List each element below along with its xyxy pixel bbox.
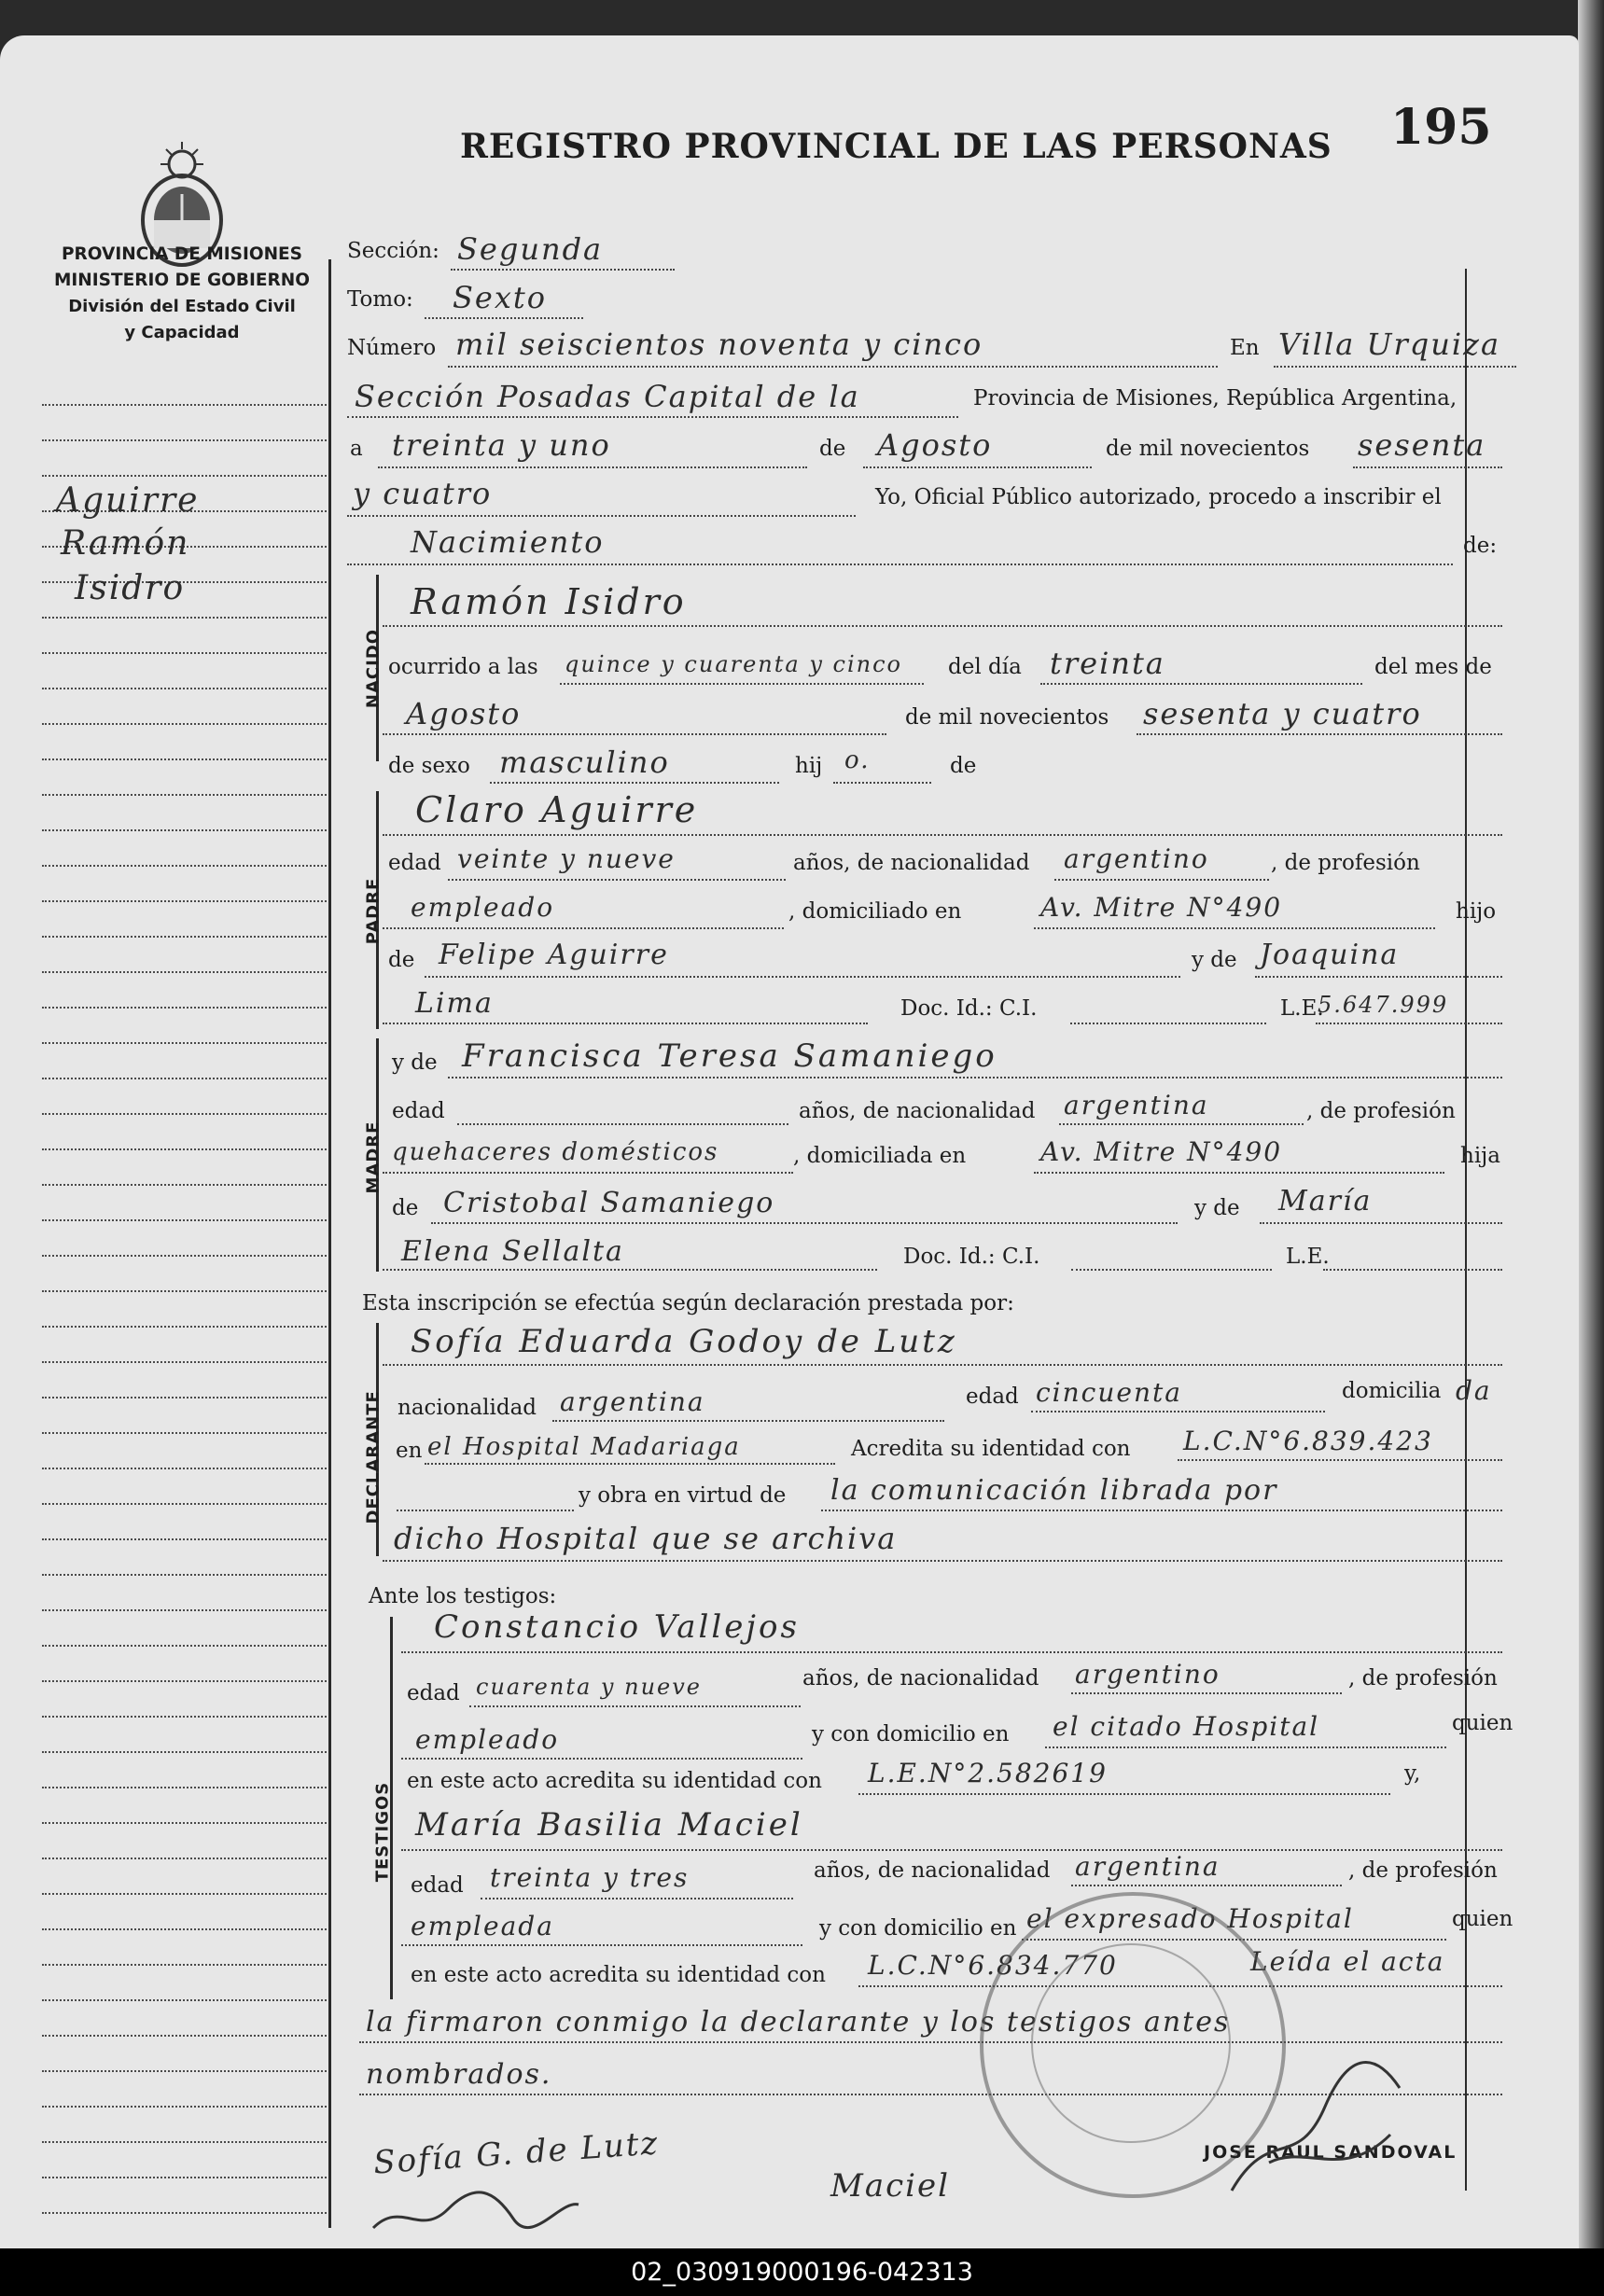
padre-le-value: 5.647.999	[1318, 992, 1449, 1018]
margin-rule-line	[42, 1928, 327, 1930]
t2-edad-label: edad	[411, 1873, 464, 1898]
t2-domicilio: el expresado Hospital	[1026, 1903, 1354, 1934]
madre-le-label: L.E.	[1286, 1245, 1330, 1269]
t2-dom-label: y con domicilio en	[819, 1916, 1017, 1941]
margin-rule-line	[42, 1361, 327, 1363]
margin-rule-line	[42, 2106, 327, 2108]
madre-yde2-label: y de	[1194, 1196, 1240, 1220]
padre-edad-label: edad	[388, 851, 441, 875]
madre-edad-label: edad	[392, 1099, 445, 1123]
org-ministry: MINISTERIO DE GOBIERNO	[54, 271, 310, 290]
t2-documento: L.C.N°6.834.770	[868, 1950, 1118, 1981]
madre-doc-label: Doc. Id.: C.I.	[903, 1245, 1040, 1269]
margin-rule-line	[42, 758, 327, 760]
t2-acredita-label: en este acto acredita su identidad con	[411, 1963, 826, 1987]
padre-nacionalidad: argentino	[1064, 843, 1209, 874]
margin-rule-line	[42, 794, 327, 796]
margin-rule-line	[42, 475, 327, 477]
registry-title: REGISTRO PROVINCIAL DE LAS PERSONAS	[460, 127, 1332, 166]
madre-nacionalidad: argentina	[1064, 1090, 1209, 1120]
margin-rule-line	[42, 1858, 327, 1859]
padre-domicilio: Av. Mitre N°490	[1040, 892, 1283, 923]
oficial-signature	[1213, 2032, 1418, 2209]
t2-prof-label: , de profesión	[1348, 1858, 1498, 1883]
testigo1-nombre: Constancio Vallejos	[434, 1608, 800, 1646]
hija-label: hija	[1460, 1144, 1501, 1168]
margin-rule-line	[42, 1716, 327, 1718]
padre-nombre: Claro Aguirre	[415, 789, 699, 830]
t1-documento: L.E.N°2.582619	[868, 1758, 1108, 1788]
padre-de-label: de	[388, 948, 415, 972]
margin-rule-line	[42, 936, 327, 938]
declarante-acredita-label: Acredita su identidad con	[851, 1437, 1131, 1461]
margin-rule-line	[42, 2070, 327, 2072]
nacido-nombre: Ramón Isidro	[411, 581, 687, 622]
madre-nac-label: años, de nacionalidad	[799, 1099, 1036, 1123]
abuela-paterna: Joaquina	[1260, 939, 1400, 971]
t1-quien-label: quien	[1452, 1711, 1513, 1735]
testigos-section-label: TESTIGOS	[372, 1781, 393, 1883]
ocurrido-label: ocurrido a las	[388, 655, 538, 679]
seccion-value: Segunda	[457, 231, 604, 267]
t1-nac-label: años, de nacionalidad	[802, 1666, 1039, 1691]
hij-value: o.	[844, 746, 871, 774]
lugar-value: Sección Posadas Capital de la	[355, 379, 860, 414]
margin-rule-line	[42, 723, 327, 725]
obra-value: la comunicación librada por	[830, 1474, 1278, 1507]
margin-rule-line	[42, 1468, 327, 1469]
margin-rule-line	[42, 1645, 327, 1647]
anio2-value: y cuatro	[353, 476, 493, 511]
margin-first-name: Ramón	[61, 524, 190, 563]
declarante-section-label: DECLARANTE	[363, 1390, 384, 1524]
t1-profesion: empleado	[415, 1724, 560, 1755]
abuela-materna: María	[1278, 1185, 1373, 1218]
madre-section-label: MADRE	[363, 1120, 384, 1194]
margin-rule-line	[42, 2141, 327, 2143]
nacido-anio: sesenta y cuatro	[1143, 696, 1422, 731]
org-division: División del Estado Civil	[68, 297, 296, 316]
t1-edad: cuarenta y nueve	[476, 1674, 702, 1700]
t1-prof-label: , de profesión	[1348, 1666, 1498, 1691]
tomo-value: Sexto	[453, 280, 548, 315]
madre-nombre: Francisca Teresa Samaniego	[462, 1037, 997, 1075]
testigos-intro: Ante los testigos:	[369, 1584, 557, 1608]
t1-dom-label: y con domicilio en	[812, 1722, 1010, 1746]
margin-rule-line	[42, 439, 327, 441]
declarante-en: el Hospital Madariaga	[427, 1433, 741, 1461]
abuelo-materno: Cristobal Samaniego	[443, 1187, 775, 1219]
oficial-nombre: JOSE RAUL SANDOVAL	[1204, 2142, 1458, 2163]
declarante-nacionalidad: argentina	[560, 1386, 705, 1417]
margin-rule-line	[42, 1326, 327, 1328]
t2-leida: Leída el acta	[1250, 1946, 1445, 1977]
org-province: PROVINCIA DE MISIONES	[61, 244, 303, 264]
a-label: a	[350, 437, 363, 461]
signature-scribble	[364, 2181, 588, 2247]
domicilia-label: domicilia	[1342, 1379, 1442, 1403]
margin-surname: Aguirre	[56, 481, 200, 520]
padre-nac-label: años, de nacionalidad	[793, 851, 1030, 875]
margin-rule-line	[42, 617, 327, 619]
abuela-materna-apellido: Elena Sellalta	[401, 1235, 624, 1268]
madre-domicilio: Av. Mitre N°490	[1040, 1136, 1283, 1167]
main-border-left	[328, 259, 331, 2228]
nacido-mes: Agosto	[406, 696, 522, 731]
t2-profesion: empleada	[411, 1911, 554, 1941]
en-value: Villa Urquiza	[1278, 327, 1501, 362]
margin-rule-line	[42, 1007, 327, 1009]
document-page	[0, 35, 1579, 2248]
mes-value: Agosto	[877, 427, 993, 463]
margin-rule-line	[42, 404, 327, 406]
dia-value: treinta y uno	[392, 427, 611, 463]
nacido-anio-label: de mil novecientos	[905, 705, 1109, 730]
padre-section-label: PADRE	[363, 877, 384, 945]
numero-value: mil seiscientos noventa y cinco	[455, 327, 983, 362]
del-dia-label: del día	[948, 655, 1022, 679]
madre-de-label: de	[392, 1196, 419, 1220]
t1-domicilio: el citado Hospital	[1053, 1711, 1320, 1742]
provincia-label: Provincia de Misiones, República Argentina,	[973, 386, 1458, 410]
sexo-label: de sexo	[388, 754, 470, 778]
margin-rule-line	[42, 1999, 327, 2001]
margin-rule-line	[42, 1184, 327, 1186]
padre-profesion: empleado	[411, 892, 555, 923]
t1-nacionalidad: argentino	[1075, 1659, 1220, 1690]
anio-label: de mil novecientos	[1106, 437, 1310, 461]
margin-rule-line	[42, 1787, 327, 1788]
margin-rule-line	[42, 2035, 327, 2037]
cierre-linea2: nombrados.	[366, 2058, 552, 2091]
official-seal-inner	[1031, 1943, 1231, 2143]
t2-nac-label: años, de nacionalidad	[814, 1858, 1051, 1883]
tomo-label: Tomo:	[347, 287, 413, 312]
declarante-edad: cincuenta	[1036, 1377, 1182, 1408]
firma-declarante: Sofía G. de Lutz	[371, 2124, 661, 2182]
padre-edad: veinte y nueve	[457, 843, 676, 874]
declarante-edad-label: edad	[966, 1385, 1019, 1409]
hijo-label: hijo	[1456, 899, 1497, 924]
abuela-paterna-apellido: Lima	[415, 987, 494, 1020]
margin-rule-line	[42, 1893, 327, 1895]
margin-rule-line	[42, 1148, 327, 1150]
yo-label: Yo, Oficial Público autorizado, procedo a inscribir el	[875, 485, 1442, 509]
cierre-linea1: la firmaron conmigo la declarante y los testigos antes	[366, 2006, 1231, 2039]
margin-rule-line	[42, 1042, 327, 1044]
margin-rule-line	[42, 1432, 327, 1434]
margin-rule-line	[42, 1255, 327, 1257]
de-label: de	[819, 437, 846, 461]
madre-prof-label: , de profesión	[1306, 1099, 1456, 1123]
madre-dom-label: , domiciliada en	[793, 1144, 967, 1168]
margin-rule-line	[42, 1574, 327, 1576]
numero-label: Número	[347, 336, 437, 360]
t1-acredita-label: en este acto acredita su identidad con	[407, 1769, 822, 1793]
padre-yde-label: y de	[1192, 948, 1237, 972]
declarante-intro: Esta inscripción se efectúa según declaración prestada por:	[362, 1291, 1014, 1315]
declarante-nombre: Sofía Eduarda Godoy de Lutz	[411, 1323, 957, 1360]
seccion-label: Sección:	[347, 239, 439, 263]
anio-value: sesenta	[1358, 427, 1486, 463]
nacido-de-label: de	[950, 754, 977, 778]
t2-nacionalidad: argentina	[1075, 1851, 1220, 1882]
margin-rule-line	[42, 1609, 327, 1611]
margin-rule-line	[42, 2177, 327, 2178]
sexo-value: masculino	[499, 744, 670, 780]
margin-rule-line	[42, 971, 327, 973]
t1-y-label: y,	[1404, 1761, 1421, 1786]
t1-edad-label: edad	[407, 1681, 460, 1705]
firma-testigo: Maciel	[830, 2167, 950, 2205]
margin-rule-line	[42, 1680, 327, 1682]
margin-rule-line	[42, 1219, 327, 1221]
nacido-dia: treinta	[1050, 646, 1165, 681]
page-number: 195	[1390, 99, 1492, 156]
padre-prof-label: , de profesión	[1271, 851, 1420, 875]
margin-rule-line	[42, 2212, 327, 2214]
margin-rule-line	[42, 1290, 327, 1292]
hij-label: hij	[795, 754, 823, 778]
margin-rule-line	[42, 829, 327, 831]
margin-rule-line	[42, 1078, 327, 1079]
madre-yde-label: y de	[392, 1051, 438, 1075]
org-capacity: y Capacidad	[124, 323, 240, 342]
page-edge-shadow	[1578, 0, 1604, 2248]
acto-value: Nacimiento	[411, 524, 605, 560]
declarante-documento: L.C.N°6.839.423	[1183, 1426, 1433, 1456]
margin-rule-line	[42, 1964, 327, 1966]
margin-rule-line	[42, 1751, 327, 1753]
declarante-nac-label: nacionalidad	[398, 1396, 537, 1420]
abuelo-paterno: Felipe Aguirre	[439, 939, 669, 971]
margin-rule-line	[42, 1503, 327, 1505]
margin-rule-line	[42, 1822, 327, 1824]
hora-value: quince y cuarenta y cinco	[565, 651, 902, 677]
margin-rule-line	[42, 900, 327, 902]
margin-rule-line	[42, 865, 327, 867]
obra-value-2: dicho Hospital que se archiva	[394, 1521, 898, 1556]
margin-rule-line	[42, 1113, 327, 1115]
declarante-en-label: en	[396, 1439, 423, 1463]
de-colon-label: de:	[1463, 534, 1498, 558]
del-mes-label: del mes de	[1374, 655, 1492, 679]
padre-dom-label: , domiciliado en	[788, 899, 962, 924]
margin-rule-line	[42, 1538, 327, 1540]
domicilia-value: da	[1456, 1375, 1492, 1406]
footer-code: 02_030919000196-042313	[0, 2248, 1604, 2296]
margin-second-name: Isidro	[75, 569, 186, 607]
padre-le-label: L.E.	[1280, 996, 1324, 1021]
padre-doc-label: Doc. Id.: C.I.	[900, 996, 1038, 1021]
t2-edad: treinta y tres	[490, 1862, 690, 1893]
en-label: En	[1230, 336, 1260, 360]
testigo2-nombre: María Basilia Maciel	[415, 1806, 803, 1844]
margin-rule-line	[42, 688, 327, 689]
nacido-section-label: NACIDO	[363, 628, 384, 709]
margin-rule-line	[42, 652, 327, 654]
madre-profesion: quehaceres domésticos	[392, 1138, 719, 1166]
obra-label: y obra en virtud de	[579, 1483, 787, 1508]
margin-rule-line	[42, 1397, 327, 1398]
t2-quien-label: quien	[1452, 1907, 1513, 1931]
